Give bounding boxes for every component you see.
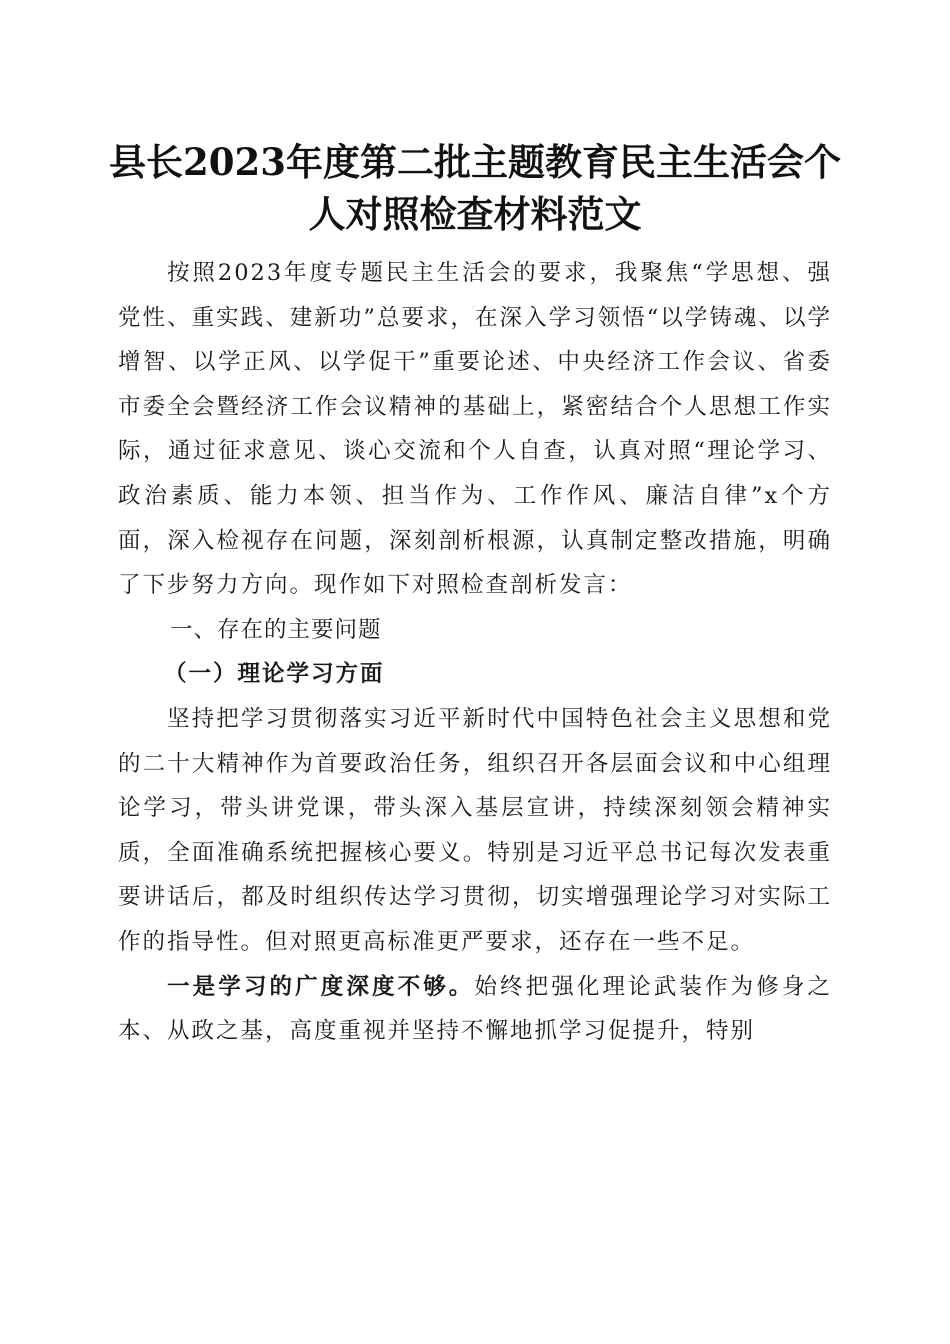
subsection-heading-theory: （一）理论学习方面 <box>164 661 385 688</box>
point-1-lead: 一是学习的广度深度不够。 <box>167 973 475 1000</box>
document-body <box>118 251 832 1054</box>
point-1-paragraph <box>118 965 832 1054</box>
intro-paragraph: 按照2023年度专题民主生活会的要求，我聚焦“学思想、强党性、重实践、建新功”总要求，在深入学习领悟“以学铸魂、以学增智、以学正风、以学促干”重要论述、中央经济工作会议、省委市委全会暨经济工作会议精神的基础上，紧密结合个人思想工作实际，通过征求意见、谈心交流和个人自查，认真对照“理论学习、政治素质、能力本领、担当作为、工作作风、廉洁自律”x个方面，深入检视存在问题，深刻剖析根源，认真制定整改措施，明确了下步努力方向。现作如下对照检查剖析发言： <box>118 260 832 599</box>
section-heading-problems: 一、存在的主要问题 <box>170 616 382 643</box>
document-title <box>100 136 850 240</box>
theory-paragraph: 坚持把学习贯彻落实习近平新时代中国特色社会主义思想和党的二十大精神作为首要政治任务，组织召开各层面会议和中心组理论学习，带头讲党课，带头深入基层宣讲，持续深刻领会精神实质，全面准确系统把握核心要义。特别是习近平总书记每次发表重要讲话后，都及时组织传达学习贯彻，切实增强理论学习对实际工作的指导性。但对照更高标准更严要求，还存在一些不足。 <box>118 705 832 955</box>
title-line-1: 县长2023年度第二批主题教育民主生活会个 <box>109 140 841 184</box>
title-line-2: 人对照检查材料范文 <box>308 192 642 236</box>
point-1-text: 始终把强化理论武装作为修身之本、从政之基，高度重视并坚持不懈地抓学习促提升，特别 <box>118 973 832 1045</box>
